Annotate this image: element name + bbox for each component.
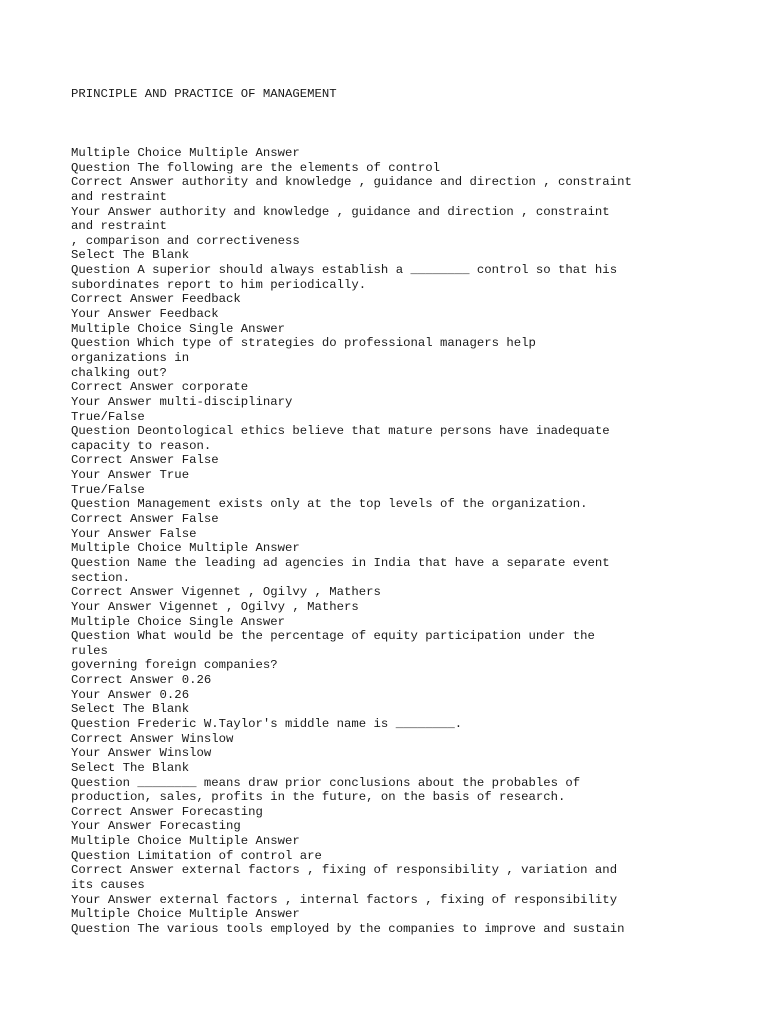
text-line: Correct Answer Winslow <box>71 731 234 746</box>
text-line: Multiple Choice Single Answer <box>71 321 286 336</box>
text-line: Your Answer False <box>71 526 197 541</box>
document-title: PRINCIPLE AND PRACTICE OF MANAGEMENT <box>71 87 337 101</box>
text-line: Correct Answer False <box>71 512 219 527</box>
text-line: Multiple Choice Single Answer <box>71 614 286 629</box>
text-line: Correct Answer authority and knowledge , guidance and direction , constraint <box>71 175 632 190</box>
text-line: , comparison and correctiveness <box>71 233 300 248</box>
text-line: Your Answer Feedback <box>71 307 219 322</box>
text-line: Your Answer True <box>71 468 190 483</box>
text-line: Question Which type of strategies do professional managers help <box>71 336 536 351</box>
text-line: Question Management exists only at the top levels of the organization. <box>71 497 588 512</box>
text-line: production, sales, profits in the future, on the basis of research. <box>71 790 566 805</box>
text-line: and restraint <box>71 189 167 204</box>
text-line: Question Name the leading ad agencies in India that have a separate event <box>71 555 610 570</box>
text-line: Question ________ means draw prior conclusions about the probables of <box>71 775 581 790</box>
text-line: Your Answer authority and knowledge , guidance and direction , constraint <box>71 204 610 219</box>
text-line: governing foreign companies? <box>71 658 278 673</box>
text-line: Correct Answer Forecasting <box>71 804 263 819</box>
text-line: and restraint <box>71 219 167 234</box>
text-line: subordinates report to him periodically. <box>71 277 367 292</box>
document-body <box>71 146 671 937</box>
text-line: Select The Blank <box>71 702 190 717</box>
text-line: chalking out? <box>71 365 167 380</box>
text-line: Question What would be the percentage of equity participation under the <box>71 629 595 644</box>
text-line: Your Answer external factors , internal factors , fixing of responsibility <box>71 892 618 907</box>
text-line: rules <box>71 643 108 658</box>
text-line: capacity to reason. <box>71 438 212 453</box>
text-line: Correct Answer 0.26 <box>71 673 212 688</box>
text-line: Correct Answer False <box>71 453 219 468</box>
text-line: Question A superior should always establish a ________ control so that his <box>71 263 618 278</box>
text-line: Question Limitation of control are <box>71 848 322 863</box>
text-line: Your Answer Winslow <box>71 746 212 761</box>
text-line: Correct Answer Vigennet , Ogilvy , Mathers <box>71 585 381 600</box>
text-line: Question The following are the elements of control <box>71 160 440 175</box>
text-line: Multiple Choice Multiple Answer <box>71 907 300 922</box>
text-line: Your Answer multi-disciplinary <box>71 394 293 409</box>
text-line: Question The various tools employed by the companies to improve and sustain <box>71 921 625 936</box>
text-line: Multiple Choice Multiple Answer <box>71 541 300 556</box>
text-line: Question Frederic W.Taylor's middle name is ________. <box>71 716 463 731</box>
text-line: Correct Answer Feedback <box>71 292 241 307</box>
text-line: organizations in <box>71 350 190 365</box>
text-line: Your Answer Vigennet , Ogilvy , Mathers <box>71 599 359 614</box>
text-line: Select The Blank <box>71 248 190 263</box>
text-line: Your Answer Forecasting <box>71 819 241 834</box>
text-line: its causes <box>71 878 145 893</box>
text-line: section. <box>71 570 131 585</box>
text-line: Your Answer 0.26 <box>71 687 190 702</box>
text-line: Multiple Choice Multiple Answer <box>71 834 300 849</box>
text-line: Multiple Choice Multiple Answer <box>71 146 300 160</box>
text-line: Correct Answer external factors , fixing of responsibility , variation and <box>71 863 618 878</box>
text-line: True/False <box>71 409 145 424</box>
text-line: Correct Answer corporate <box>71 380 249 395</box>
text-line: Question Deontological ethics believe that mature persons have inadequate <box>71 424 610 439</box>
text-line: Select The Blank <box>71 760 190 775</box>
text-line: True/False <box>71 482 145 497</box>
